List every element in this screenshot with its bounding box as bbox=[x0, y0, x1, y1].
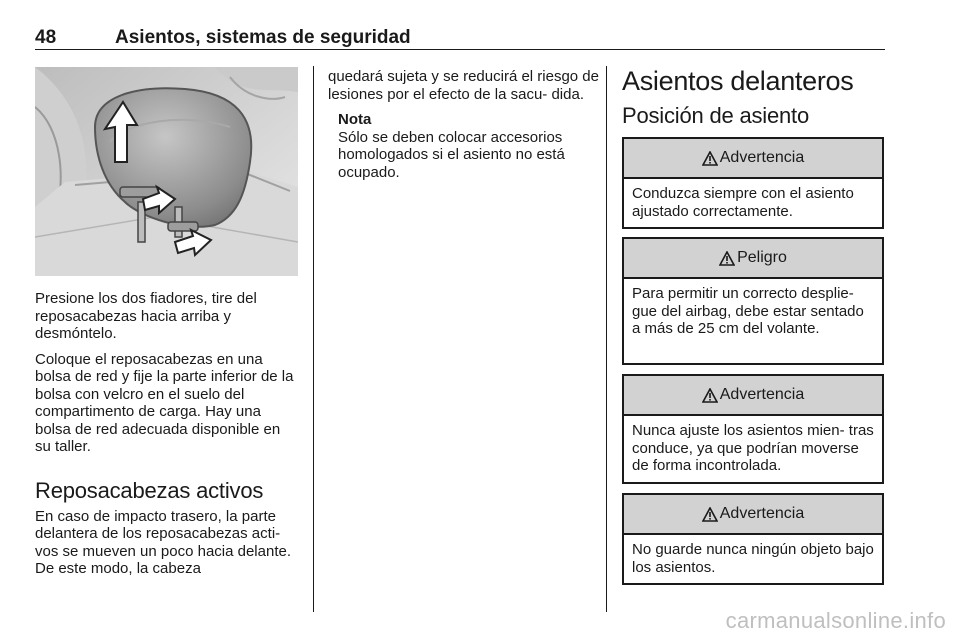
danger-box-header bbox=[624, 239, 882, 279]
column-3 bbox=[622, 66, 886, 129]
page-number: 48 bbox=[35, 27, 57, 48]
warning-box-title: Advertencia bbox=[719, 505, 805, 522]
warning-box-text: No guarde nunca ningún objeto bajo los asientos. bbox=[632, 541, 874, 576]
paragraph: quedará sujeta y se reducirá el riesgo de lesiones por el efecto de la sacu‐ dida. bbox=[328, 68, 599, 103]
section-heading: Reposacabezas activos bbox=[35, 477, 264, 503]
subsection-heading: Posición de asiento bbox=[622, 103, 809, 128]
column-divider bbox=[606, 66, 607, 612]
warning-box-title: Advertencia bbox=[719, 149, 805, 166]
chapter-heading: Asientos delanteros bbox=[622, 66, 854, 96]
warning-box-header bbox=[624, 139, 882, 179]
column-1 bbox=[35, 290, 300, 586]
paragraph: En caso de impacto trasero, la parte delantera de los reposacabezas acti‐ vos se mueven un poco hacia delante. De este modo, la cabeza bbox=[35, 507, 292, 577]
warning-box-text: Conduzca siempre con el asiento ajustado correctamente. bbox=[632, 185, 854, 220]
column-divider bbox=[313, 66, 314, 612]
warning-box bbox=[622, 374, 884, 484]
warning-box-text: Nunca ajuste los asientos mien‐ tras conduce, ya que podrían moverse de forma incontrolada. bbox=[632, 422, 874, 474]
warning-triangle-icon bbox=[719, 251, 735, 266]
paragraph: Presione los dos fiadores, tire del reposacabezas hacia arriba y desmóntelo. bbox=[35, 290, 257, 342]
danger-box bbox=[622, 237, 884, 365]
note-block bbox=[338, 111, 600, 181]
warning-triangle-icon bbox=[702, 507, 718, 522]
warning-box-header bbox=[624, 495, 882, 535]
header-rule bbox=[35, 49, 885, 50]
warning-box-title: Advertencia bbox=[719, 386, 805, 403]
chapter-title: Asientos, sistemas de seguridad bbox=[115, 27, 411, 48]
warning-box bbox=[622, 137, 884, 229]
column-2 bbox=[328, 68, 600, 181]
warning-triangle-icon bbox=[702, 388, 718, 403]
headrest-illustration bbox=[35, 67, 298, 276]
note-label: Nota bbox=[338, 111, 372, 128]
warning-box bbox=[622, 493, 884, 585]
warning-triangle-icon bbox=[702, 151, 718, 166]
danger-box-text: Para permitir un correcto desplie‐ gue del airbag, debe estar sentado a más de 25 cm del volante. bbox=[632, 285, 864, 337]
note-text: Sólo se deben colocar accesorios homologados si el asiento no está ocupado. bbox=[338, 128, 565, 181]
page-header bbox=[35, 27, 885, 51]
danger-box-title: Peligro bbox=[737, 249, 787, 266]
watermark: carmanualsonline.info bbox=[725, 608, 946, 633]
headrest-removal-image bbox=[35, 67, 298, 276]
paragraph: Coloque el reposacabezas en una bolsa de red y fije la parte inferior de la bolsa con velcro en el suelo del compartimento de carga. Hay una bolsa de red adecuada disponible en su taller. bbox=[35, 350, 294, 455]
warning-box-header bbox=[624, 376, 882, 416]
